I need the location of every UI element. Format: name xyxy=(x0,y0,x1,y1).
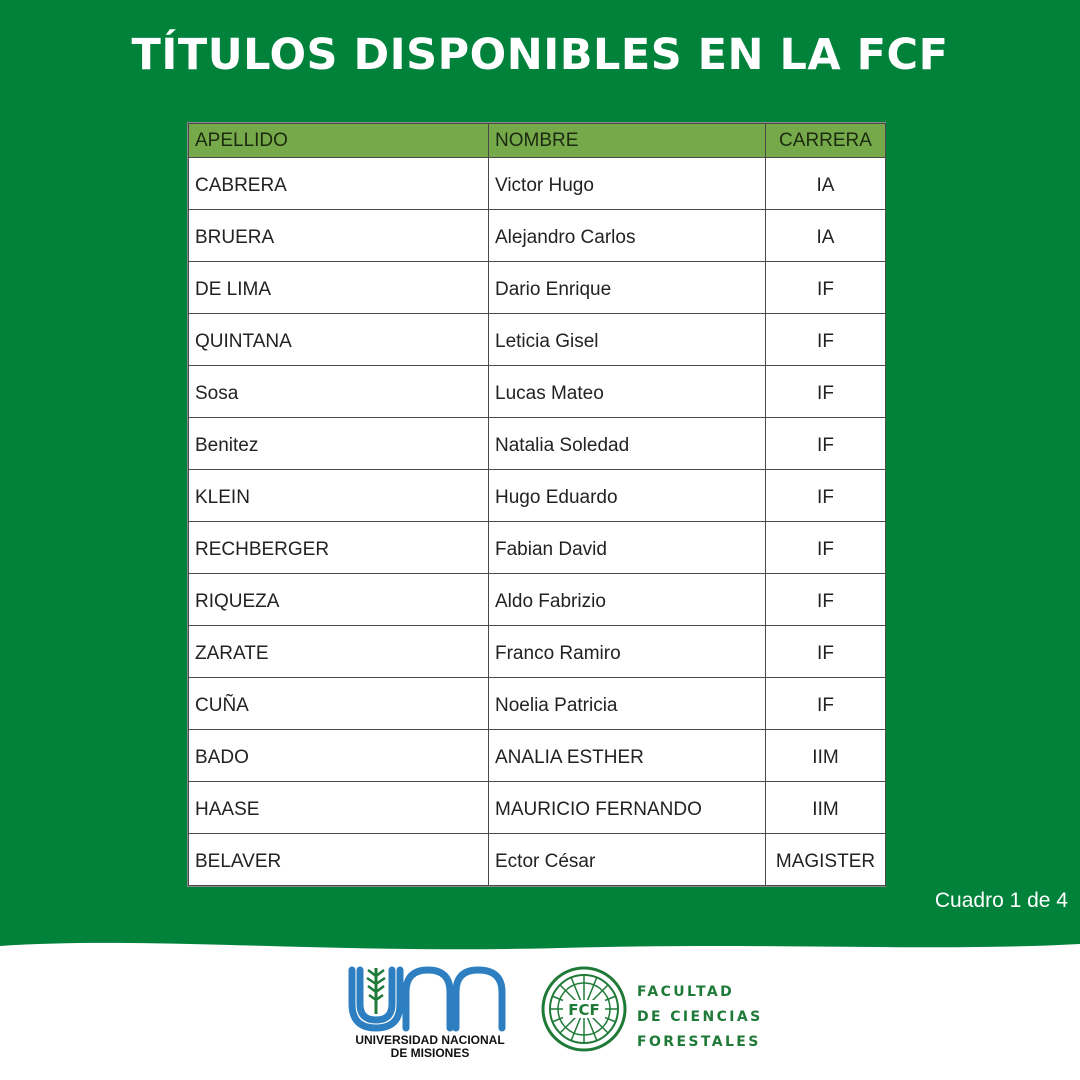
cell-apellido: CUÑA xyxy=(189,678,489,730)
cell-nombre: Aldo Fabrizio xyxy=(489,574,766,626)
footer-wave xyxy=(0,938,1080,1080)
cell-carrera: IA xyxy=(766,158,886,210)
cell-apellido: BRUERA xyxy=(189,210,489,262)
cell-apellido: HAASE xyxy=(189,782,489,834)
cell-nombre: MAURICIO FERNANDO xyxy=(489,782,766,834)
cell-apellido: BELAVER xyxy=(189,834,489,886)
cell-carrera: IF xyxy=(766,574,886,626)
table-row xyxy=(189,470,886,522)
unam-name-line2: DE MISIONES xyxy=(390,1046,470,1060)
cell-nombre: Victor Hugo xyxy=(489,158,766,210)
cell-nombre: Franco Ramiro xyxy=(489,626,766,678)
table-row xyxy=(189,314,886,366)
cell-carrera: IIM xyxy=(766,730,886,782)
cell-apellido: RECHBERGER xyxy=(189,522,489,574)
header-apellido: APELLIDO xyxy=(189,124,489,158)
cell-carrera: IF xyxy=(766,314,886,366)
cell-nombre: Natalia Soledad xyxy=(489,418,766,470)
titles-table xyxy=(187,122,886,887)
cell-apellido: RIQUEZA xyxy=(189,574,489,626)
cell-carrera: IA xyxy=(766,210,886,262)
table-row xyxy=(189,262,886,314)
cell-carrera: IF xyxy=(766,366,886,418)
cell-nombre: Ector César xyxy=(489,834,766,886)
unam-name-line1: UNIVERSIDAD NACIONAL xyxy=(355,1033,505,1047)
cell-nombre: Hugo Eduardo xyxy=(489,470,766,522)
cell-apellido: Sosa xyxy=(189,366,489,418)
fcf-name xyxy=(637,980,763,1055)
cell-carrera: IF xyxy=(766,418,886,470)
table-row xyxy=(189,834,886,886)
cell-apellido: KLEIN xyxy=(189,470,489,522)
header-carrera: CARRERA xyxy=(766,124,886,158)
header-nombre: NOMBRE xyxy=(489,124,766,158)
fcf-name-line3: FORESTALES xyxy=(637,1034,761,1050)
fcf-seal-text: FCF xyxy=(568,1001,600,1019)
cell-carrera: IF xyxy=(766,470,886,522)
cell-carrera: IF xyxy=(766,626,886,678)
table-row xyxy=(189,210,886,262)
cell-carrera: IIM xyxy=(766,782,886,834)
fcf-name-line1: FACULTAD xyxy=(637,984,735,1000)
cell-nombre: ANALIA ESTHER xyxy=(489,730,766,782)
table-row xyxy=(189,730,886,782)
table-row xyxy=(189,782,886,834)
cell-apellido: CABRERA xyxy=(189,158,489,210)
cell-carrera: IF xyxy=(766,522,886,574)
fcf-name-line2: DE CIENCIAS xyxy=(637,1009,763,1025)
cell-nombre: Fabian David xyxy=(489,522,766,574)
page-title: TÍTULOS DISPONIBLES EN LA FCF xyxy=(131,30,949,80)
table-row xyxy=(189,158,886,210)
cell-nombre: Noelia Patricia xyxy=(489,678,766,730)
cell-carrera: IF xyxy=(766,678,886,730)
table-header-row xyxy=(189,124,886,158)
cell-nombre: Dario Enrique xyxy=(489,262,766,314)
table-row xyxy=(189,678,886,730)
cell-apellido: QUINTANA xyxy=(189,314,489,366)
table-row xyxy=(189,366,886,418)
footer xyxy=(0,938,1080,1080)
table-row xyxy=(189,574,886,626)
cell-apellido: Benitez xyxy=(189,418,489,470)
cell-apellido: DE LIMA xyxy=(189,262,489,314)
cell-apellido: ZARATE xyxy=(189,626,489,678)
cell-carrera: MAGISTER xyxy=(766,834,886,886)
unam-name xyxy=(340,1034,520,1060)
fcf-seal-icon xyxy=(541,966,627,1052)
cell-apellido: BADO xyxy=(189,730,489,782)
cell-nombre: Alejandro Carlos xyxy=(489,210,766,262)
page-indicator: Cuadro 1 de 4 xyxy=(934,889,1068,912)
cell-carrera: IF xyxy=(766,262,886,314)
cell-nombre: Lucas Mateo xyxy=(489,366,766,418)
table-row xyxy=(189,626,886,678)
cell-nombre: Leticia Gisel xyxy=(489,314,766,366)
table-row xyxy=(189,418,886,470)
table-row xyxy=(189,522,886,574)
